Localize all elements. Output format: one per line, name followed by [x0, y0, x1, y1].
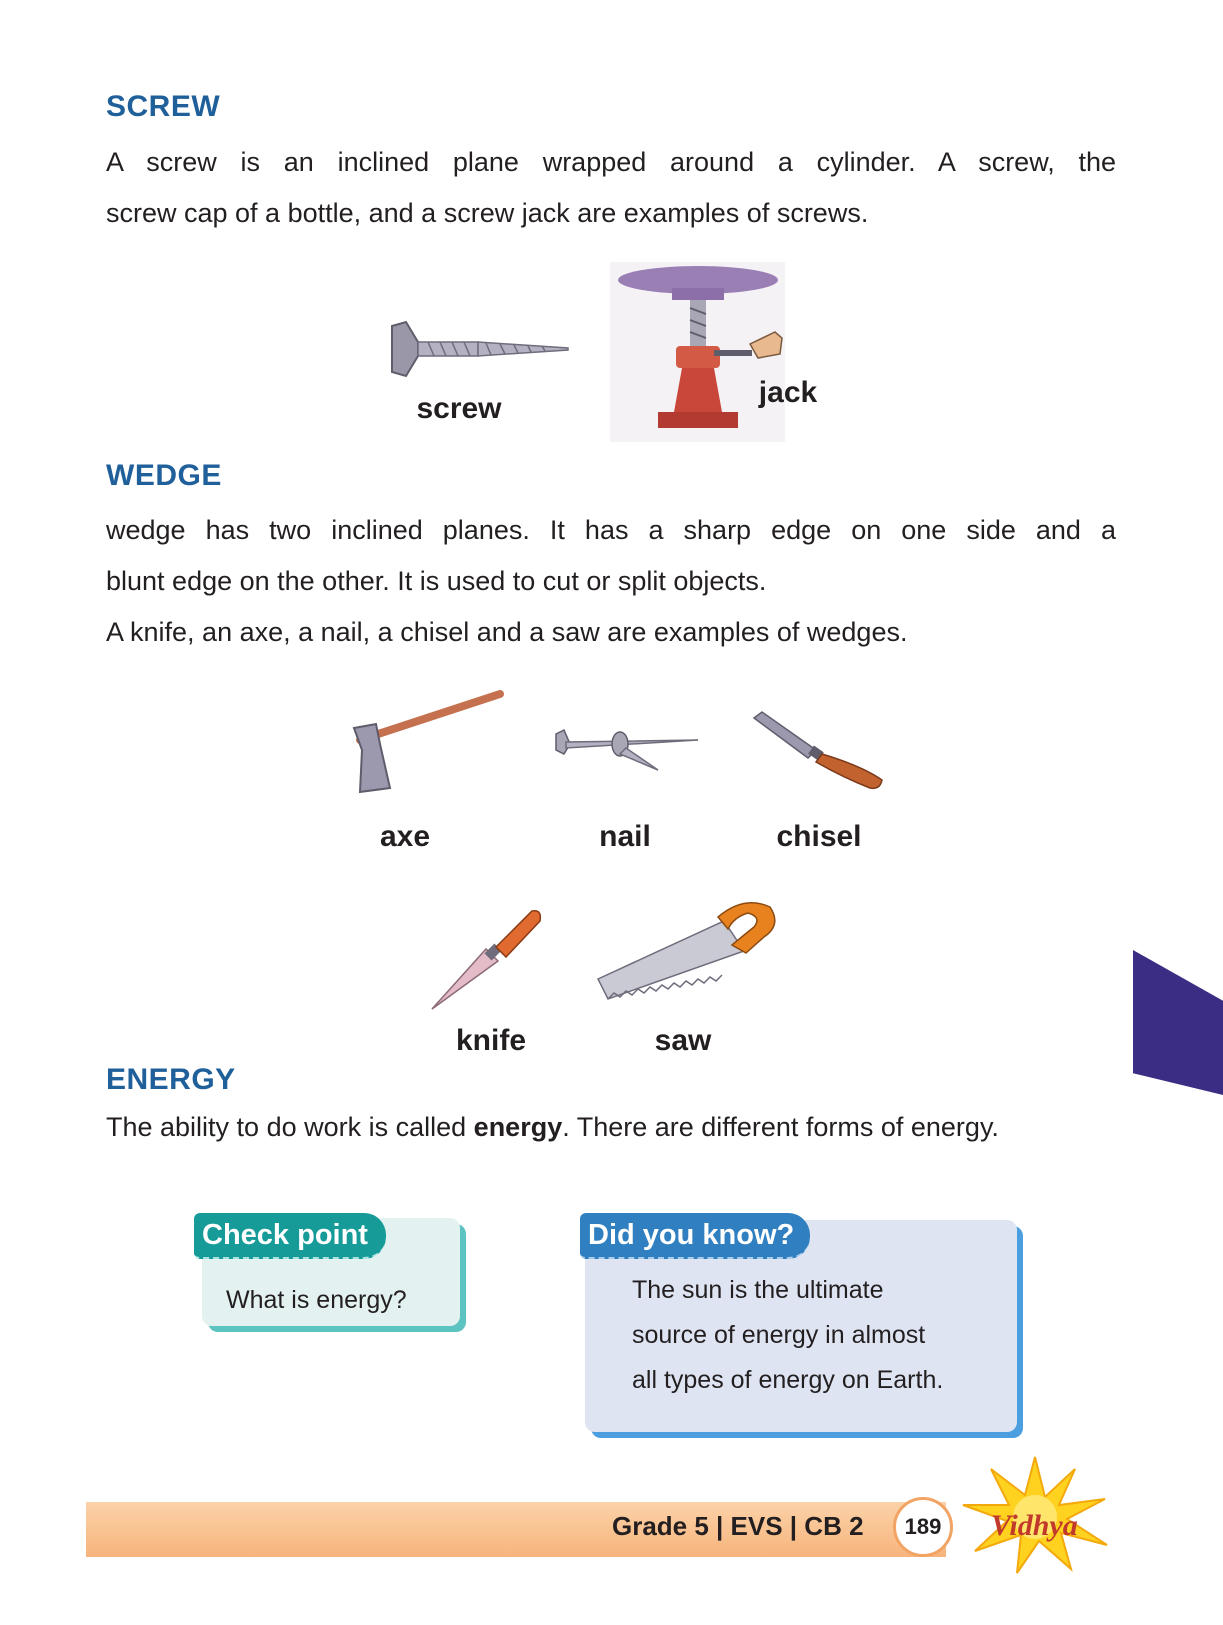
knife-image — [428, 905, 548, 1015]
wedge-line-1: wedge has two inclined planes. It has a sharp edge on one side and a — [106, 515, 1116, 545]
chisel-image — [752, 710, 892, 790]
did-you-know-line-1: The sun is the ultimate — [632, 1276, 884, 1304]
saw-image — [594, 895, 784, 1005]
checkpoint-question: What is energy? — [226, 1286, 407, 1314]
screw-heading: SCREW — [106, 90, 221, 123]
screw-line-1: A screw is an inclined plane wrapped around a cylinder. A screw, the — [106, 147, 1116, 177]
nail-image — [548, 720, 708, 780]
screw-line-2: screw cap of a bottle, and a screw jack are examples of screws. — [106, 198, 869, 228]
did-you-know-title: Did you know? — [580, 1213, 810, 1259]
wedge-paragraph — [106, 505, 1116, 658]
vidhya-logo-text: Vidhya — [991, 1509, 1078, 1542]
checkpoint-title: Check point — [194, 1213, 386, 1259]
footer-label: Grade 5 | EVS | CB 2 — [612, 1511, 864, 1541]
wedge-line-2: blunt edge on the other. It is used to cut or split objects. — [106, 566, 767, 596]
did-you-know-line-2: source of energy in almost — [632, 1321, 926, 1349]
energy-paragraph — [106, 1112, 999, 1143]
wedge-heading: WEDGE — [106, 459, 222, 492]
screw-paragraph — [106, 137, 1116, 239]
axe-image — [340, 688, 510, 798]
vidhya-logo — [955, 1455, 1115, 1575]
chapter-side-tab — [1133, 950, 1223, 1095]
energy-text-end: . There are different forms of energy. — [562, 1112, 999, 1142]
knife-caption: knife — [455, 1024, 527, 1057]
screw-image — [388, 318, 578, 378]
screw-caption: screw — [416, 392, 502, 425]
page-number: 189 — [893, 1497, 953, 1557]
axe-caption: axe — [379, 820, 431, 853]
energy-text-start: The ability to do work is called — [106, 1112, 474, 1142]
energy-bold-term: energy — [473, 1112, 563, 1142]
did-you-know-line-3: all types of energy on Earth. — [632, 1366, 944, 1394]
did-you-know-text — [632, 1268, 992, 1403]
wedge-line-3: A knife, an axe, a nail, a chisel and a saw are examples of wedges. — [106, 617, 908, 647]
nail-caption: nail — [599, 820, 651, 853]
jack-caption: jack — [758, 376, 818, 409]
jack-image — [610, 262, 785, 442]
saw-caption: saw — [654, 1024, 712, 1057]
energy-heading: ENERGY — [106, 1063, 236, 1096]
chisel-caption: chisel — [776, 820, 862, 853]
